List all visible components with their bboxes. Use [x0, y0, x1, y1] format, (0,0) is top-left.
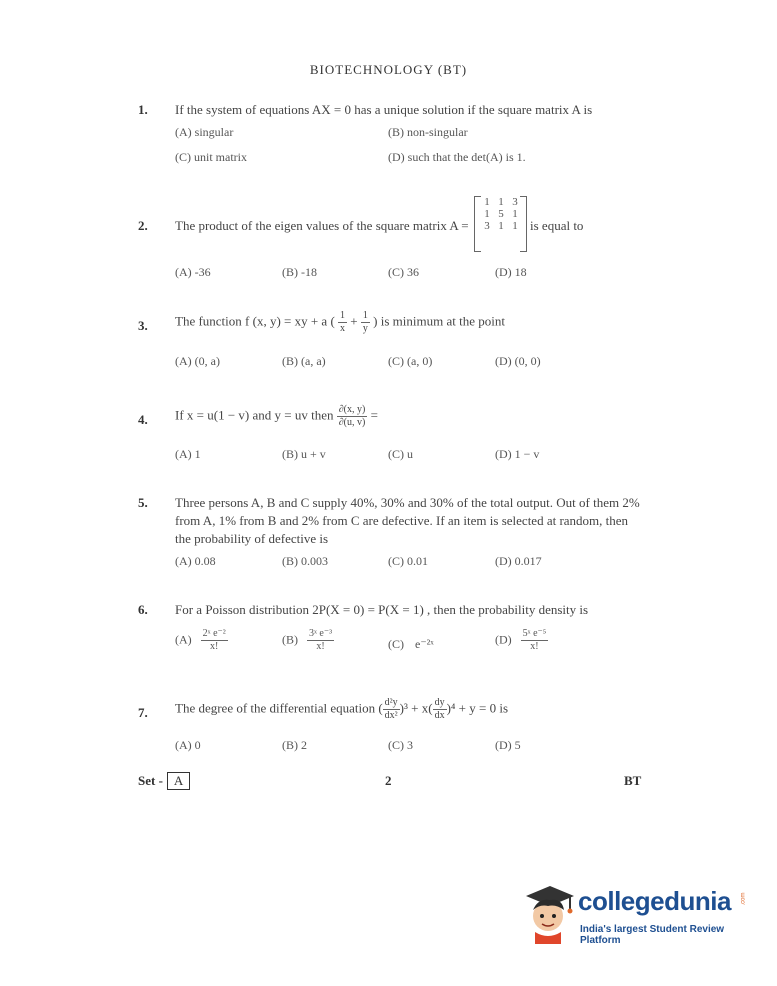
q7-fraction-2 — [433, 697, 447, 722]
q3-frac1-num: 1 — [340, 310, 346, 321]
question-3-text: The function f (x, y) = xy + a ( $\frac{1}{x}$ + $\frac{1}{y}$ ) is minimum at the point — [175, 310, 505, 334]
q7-text-start: The degree of the differential equation ( — [175, 700, 383, 716]
q4-text-after: = — [370, 407, 378, 423]
frac-num: 5ˣ e⁻⁵ — [522, 628, 547, 639]
mascot-icon — [520, 880, 576, 946]
q3-option-b: (B) (a, a) — [282, 354, 326, 368]
q3-option-a: (A) (0, a) — [175, 354, 220, 368]
q4-text-start: If x = u(1 − v) and y = uv then — [175, 407, 334, 423]
matrix-cell: 3 — [512, 196, 518, 208]
q3-option-d: (D) (0, 0) — [495, 354, 541, 368]
matrix-cell: 1 — [498, 196, 504, 208]
q6-option-b — [282, 628, 334, 653]
q3-text-after: ) is minimum at the point — [373, 313, 505, 329]
q5-option-c: (C) 0.01 — [388, 554, 428, 568]
q7-frac1-den: dx² — [384, 710, 398, 721]
question-5-number: 5. — [138, 495, 148, 510]
q5-option-a: (A) 0.08 — [175, 554, 216, 568]
question-2-text: The product of the eigen values of the square matrix A = — [175, 218, 469, 233]
question-6-text: For a Poisson distribution 2P(X = 0) = P(X = 1) , then the probability density is — [175, 602, 589, 617]
q6-option-c-expr: e⁻²ˣ — [415, 637, 434, 651]
q4-jacobian — [337, 404, 368, 429]
q1-option-a: (A) singular — [175, 125, 234, 139]
q7-option-b: (B) 2 — [282, 738, 307, 752]
q3-fraction-1 — [338, 310, 347, 335]
q3-frac2-den: y — [362, 323, 368, 334]
q7-text-mid: )³ + x( — [399, 700, 433, 716]
collegedunia-logo[interactable] — [520, 880, 750, 950]
question-4-text — [175, 404, 378, 429]
q4-option-a: (A) 1 — [175, 447, 201, 461]
logo-wordmark: collegedunia — [578, 886, 731, 916]
question-7-text — [175, 697, 508, 722]
q7-option-a: (A) 0 — [175, 738, 201, 752]
q4-option-b: (B) u + v — [282, 447, 326, 461]
q4-frac-num: ∂(x, y) — [338, 404, 366, 415]
q1-option-d: (D) such that the det(A) is 1. — [388, 150, 526, 164]
paper-code: BT — [624, 773, 642, 788]
q7-frac1-num: d²y — [384, 697, 398, 708]
q6-option-d-label: (D) — [495, 632, 512, 647]
paper-title: BIOTECHNOLOGY (BT) — [309, 62, 468, 77]
question-3-number: 3. — [138, 318, 148, 333]
question-4-number: 4. — [138, 412, 148, 427]
frac-den: x! — [210, 641, 219, 652]
q4-option-c: (C) u — [388, 447, 413, 461]
q4-option-d: (D) 1 − v — [495, 447, 540, 461]
q5-option-d: (D) 0.017 — [495, 554, 542, 568]
q2-option-d: (D) 18 — [495, 265, 527, 279]
q6-option-c-label: (C) — [388, 637, 404, 651]
q4-frac-den: ∂(u, v) — [338, 417, 366, 428]
q3-frac2-num: 1 — [362, 310, 368, 321]
q6-option-b-frac — [307, 628, 334, 653]
question-5-line-1: Three persons A, B and C supply 40%, 30% and 30% of the total output. Out of them 2% — [175, 495, 640, 510]
q6-option-a — [175, 628, 228, 653]
q6-option-a-frac — [201, 628, 228, 653]
q2-option-a: (A) -36 — [175, 265, 211, 279]
q3-frac1-den: x — [340, 323, 346, 334]
eigen-matrix — [480, 196, 522, 232]
q6-option-b-label: (B) — [282, 632, 298, 647]
matrix-cell: 1 — [512, 220, 518, 232]
set-indicator — [138, 772, 190, 790]
q6-option-d-frac — [521, 628, 549, 653]
q7-option-d: (D) 5 — [495, 738, 521, 752]
q2-option-b: (B) -18 — [282, 265, 317, 279]
frac-num: 2ˣ e⁻² — [202, 628, 226, 639]
frac-den: x! — [530, 641, 539, 652]
matrix-cell: 1 — [484, 196, 490, 208]
q3-fraction-2 — [361, 310, 370, 335]
q5-option-b: (B) 0.003 — [282, 554, 328, 568]
question-5-line-3: the probability of defective is — [175, 531, 329, 546]
q3-text-start: The function f (x, y) = xy + a ( — [175, 313, 335, 329]
matrix-right-bracket — [520, 196, 527, 252]
question-1-number: 1. — [138, 102, 148, 117]
q7-frac2-num: dy — [434, 697, 445, 708]
matrix-cell: 1 — [498, 220, 504, 232]
frac-num: 3ˣ e⁻³ — [309, 628, 333, 639]
question-6-number: 6. — [138, 602, 148, 617]
page-number: 2 — [385, 773, 392, 788]
question-5-line-2: from A, 1% from B and 2% from C are defective. If an item is selected at random, then — [175, 513, 629, 528]
q1-option-b: (B) non-singular — [388, 125, 468, 139]
question-1-text: If the system of equations AX = 0 has a unique solution if the square matrix A is — [175, 102, 593, 117]
question-7-number: 7. — [138, 705, 148, 720]
q7-frac2-den: dx — [434, 710, 445, 721]
q1-option-c: (C) unit matrix — [175, 150, 247, 164]
q7-option-c: (C) 3 — [388, 738, 413, 752]
frac-den: x! — [316, 641, 325, 652]
q7-text-after: )⁴ + y = 0 is — [446, 700, 509, 716]
set-label: Set - — [138, 773, 163, 788]
q3-option-c: (C) (a, 0) — [388, 354, 433, 368]
q6-option-a-label: (A) — [175, 632, 192, 647]
logo-tagline: India's largest Student Review Platform — [580, 924, 725, 946]
q6-option-d — [495, 628, 548, 653]
logo-com-suffix: .com — [740, 892, 747, 906]
matrix-cell: 5 — [498, 208, 504, 220]
q2-option-c: (C) 36 — [388, 265, 419, 279]
set-value: A — [167, 772, 190, 790]
q7-fraction-1 — [383, 697, 400, 722]
question-2-number: 2. — [138, 218, 148, 233]
matrix-cell: 1 — [484, 208, 490, 220]
question-2-text-after: is equal to — [530, 218, 584, 233]
q6-option-c — [388, 637, 434, 652]
matrix-cell: 3 — [484, 220, 490, 232]
matrix-cell: 1 — [512, 208, 518, 220]
